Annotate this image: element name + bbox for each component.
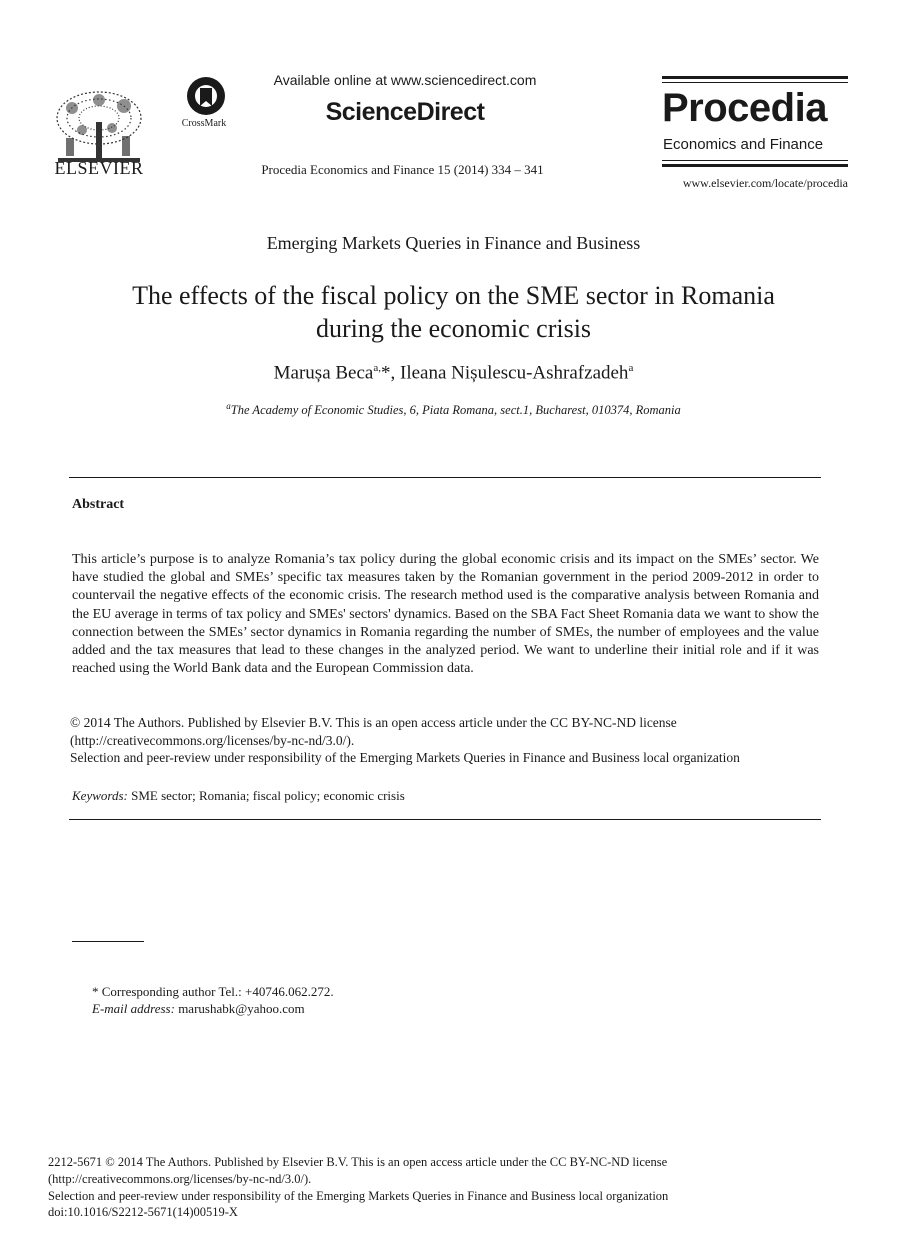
footer-doi[interactable]: doi:10.1016/S2212-5671(14)00519-X xyxy=(48,1205,238,1219)
brand-rule-bottom-thin xyxy=(662,160,848,161)
brand-rule-top-thin xyxy=(662,82,848,83)
article-title xyxy=(0,279,907,345)
abstract-body: This article’s purpose is to analyze Romania’s tax policy during the global economic crisis and its impact on the SMEs’ sector. We have studied the global and SMEs’ specific tax measures taken by the Romanian government in the period 2009-2012 in order to countervail the negative effects of the economic crisis. The research method used is the comparative analysis between Romania and the EU average in terms of tax policy and SMEs' sectors' dynamics. Based on the SBA Fact Sheet Romania data we want to show the connection between the SMEs’ sector dynamics in Romania regarding the number of SMEs, the number of employees and the value added and the tax measures that lead to these changes in the analyzed period. We want to underline their initial role and if it was reached using the World Bank data and the European Commission data. xyxy=(72,552,819,677)
publisher-name: ELSEVIER xyxy=(54,158,144,178)
copyright-line-1: © 2014 The Authors. Published by Elsevier B.V. This is an open access article under the CC BY-NC-ND license xyxy=(70,715,677,730)
peer-review-note: Selection and peer-review under responsibility of the Emerging Markets Queries in Finance and Business local organization xyxy=(70,750,740,765)
procedia-subtitle: Economics and Finance xyxy=(663,136,824,153)
journal-url-link[interactable]: www.elsevier.com/locate/procedia xyxy=(682,176,848,190)
corresponding-author-note: * Corresponding author Tel.: +40746.062.272. xyxy=(92,984,334,999)
affiliation xyxy=(0,401,907,418)
affiliation-text: The Academy of Economic Studies, 6, Piata Romana, sect.1, Bucharest, 010374, Romania xyxy=(230,403,681,418)
email-label: E-mail address: xyxy=(92,1001,175,1016)
email-link[interactable]: marushabk@yahoo.com xyxy=(178,1001,305,1016)
email-note xyxy=(92,1001,305,1017)
footnote-rule xyxy=(72,941,144,942)
brand-rule-top xyxy=(662,76,848,79)
license-link[interactable]: (http://creativecommons.org/licenses/by-nc-nd/3.0/). xyxy=(70,733,355,748)
title-line-1: The effects of the fiscal policy on the SME sector in Romania xyxy=(132,281,775,310)
keywords xyxy=(72,788,405,804)
author-1-affil: a, xyxy=(373,362,382,374)
conference-name: Emerging Markets Queries in Finance and Business xyxy=(266,233,641,253)
affiliation-mark: a xyxy=(226,401,231,411)
corresponding-mark: * xyxy=(381,362,391,384)
procedia-logo: Procedia xyxy=(662,86,827,130)
keywords-text: SME sector; Romania; fiscal policy; economic crisis xyxy=(131,788,405,803)
journal-reference: Procedia Economics and Finance 15 (2014) 334 – 341 xyxy=(261,162,544,177)
sciencedirect-logo: ScienceDirect xyxy=(325,98,485,126)
footer-issn-line: 2212-5671 © 2014 The Authors. Published by Elsevier B.V. This is an open access article under the CC BY-NC-ND license xyxy=(48,1155,668,1169)
author-2-affil: a xyxy=(628,362,634,374)
brand-rule-bottom xyxy=(662,164,848,167)
author-separator: , xyxy=(390,362,401,384)
divider-bottom xyxy=(69,819,821,820)
author-2: Ileana Nișulescu-Ashrafzadeh xyxy=(400,362,629,384)
available-online-text: Available online at www.sciencedirect.com xyxy=(273,72,537,88)
footer-peer-review: Selection and peer-review under responsibility of the Emerging Markets Queries in Finance and Business local organization xyxy=(48,1189,669,1203)
author-list xyxy=(0,362,907,384)
keywords-label: Keywords: xyxy=(72,788,128,803)
author-1: Marușa Beca xyxy=(273,362,374,384)
title-line-2: during the economic crisis xyxy=(315,314,592,343)
divider-top xyxy=(69,477,821,478)
footer-license-link[interactable]: (http://creativecommons.org/licenses/by-nc-nd/3.0/). xyxy=(48,1172,312,1186)
crossmark-label: CrossMark xyxy=(181,118,227,129)
abstract-heading: Abstract xyxy=(72,497,125,512)
